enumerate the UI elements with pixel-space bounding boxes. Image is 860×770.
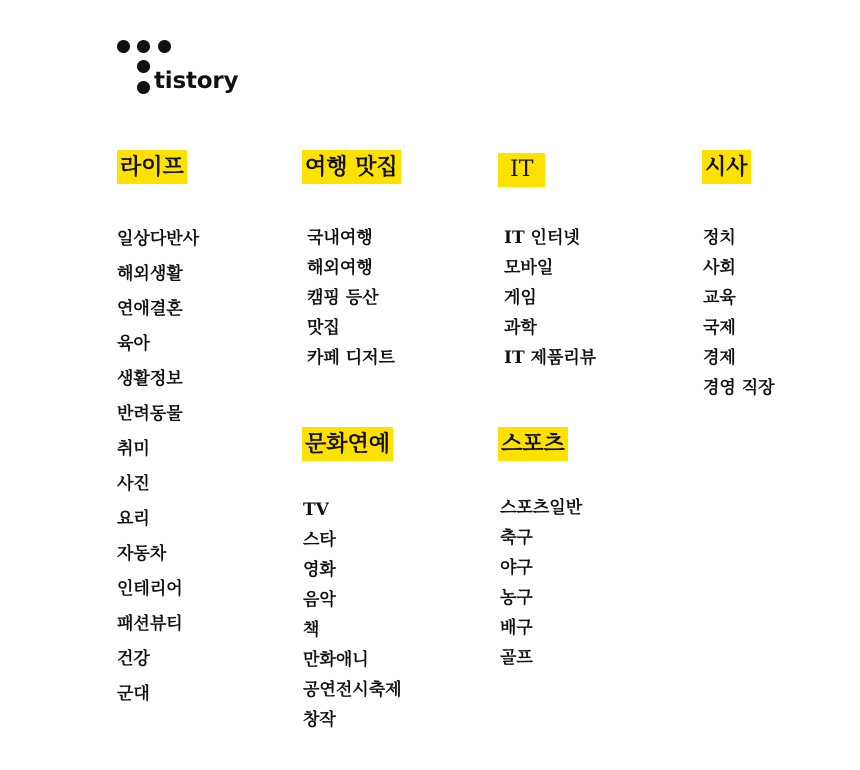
category-item[interactable]: 음악 [303, 590, 336, 610]
category-item[interactable]: 육아 [117, 334, 150, 354]
category-item[interactable]: 교육 [703, 288, 736, 308]
category-list-culture [303, 499, 402, 739]
logo-dot-icon [137, 60, 150, 73]
category-item[interactable]: 창작 [303, 710, 336, 730]
category-list-sports [500, 497, 582, 677]
category-item[interactable]: 농구 [500, 588, 533, 608]
category-item[interactable]: 인테리어 [117, 579, 183, 599]
category-item[interactable]: TV [303, 500, 329, 520]
category-item[interactable]: 카페 디저트 [307, 348, 396, 368]
category-item[interactable]: 건강 [117, 649, 150, 669]
category-item[interactable]: 경영 직장 [703, 378, 775, 398]
category-item[interactable]: 책 [303, 620, 320, 640]
category-item[interactable]: 반려동물 [117, 404, 183, 424]
category-list-travel [307, 227, 395, 377]
category-item[interactable]: 일상다반사 [117, 229, 200, 249]
category-title-life[interactable]: 라이프 [117, 150, 187, 184]
category-item[interactable]: 캠핑 등산 [307, 288, 379, 308]
category-item[interactable]: 요리 [117, 509, 150, 529]
category-title-it[interactable]: IT [498, 153, 545, 187]
category-title-culture[interactable]: 문화연예 [302, 427, 393, 461]
category-item[interactable]: 골프 [500, 648, 533, 668]
category-item[interactable]: 취미 [117, 439, 150, 459]
category-item[interactable]: 과학 [504, 318, 537, 338]
category-item[interactable]: 영화 [303, 560, 336, 580]
logo-wordmark: tistory [154, 68, 239, 94]
category-item[interactable]: IT 제품리뷰 [504, 348, 597, 368]
category-item[interactable]: 군대 [117, 684, 150, 704]
category-item[interactable]: 모바일 [504, 258, 554, 278]
category-item[interactable]: 스타 [303, 530, 336, 550]
category-item[interactable]: 패션뷰티 [117, 614, 183, 634]
category-item[interactable]: 공연전시축제 [303, 680, 402, 700]
category-item[interactable]: 정치 [703, 228, 736, 248]
category-item[interactable]: 해외생활 [117, 264, 183, 284]
category-title-travel[interactable]: 여행 맛집 [302, 150, 401, 184]
category-item[interactable]: 경제 [703, 348, 736, 368]
category-item[interactable]: 게임 [504, 288, 537, 308]
category-item[interactable]: 사진 [117, 474, 150, 494]
category-item[interactable]: 연애결혼 [117, 299, 183, 319]
category-item[interactable]: 해외여행 [307, 258, 373, 278]
category-list-it [504, 227, 596, 377]
category-item[interactable]: 국내여행 [307, 228, 373, 248]
logo-dot-icon [117, 40, 130, 53]
category-title-current-affairs[interactable]: 시사 [702, 150, 751, 184]
category-item[interactable]: 야구 [500, 558, 533, 578]
logo-dot-icon [158, 40, 171, 53]
category-item[interactable]: 국제 [703, 318, 736, 338]
category-item[interactable]: 스포츠일반 [500, 498, 583, 518]
logo-dot-icon [137, 81, 150, 94]
category-item[interactable]: 만화애니 [303, 650, 369, 670]
category-item[interactable]: IT 인터넷 [504, 228, 580, 248]
category-title-sports[interactable]: 스포츠 [498, 427, 568, 461]
category-item[interactable]: 생활정보 [117, 369, 183, 389]
category-item[interactable]: 배구 [500, 618, 533, 638]
category-item[interactable]: 사회 [703, 258, 736, 278]
tistory-logo[interactable] [117, 38, 257, 100]
category-list-life [117, 228, 199, 718]
category-list-current-affairs [703, 227, 775, 407]
logo-dot-icon [137, 40, 150, 53]
category-item[interactable]: 맛집 [307, 318, 340, 338]
category-item[interactable]: 축구 [500, 528, 533, 548]
category-item[interactable]: 자동차 [117, 544, 167, 564]
